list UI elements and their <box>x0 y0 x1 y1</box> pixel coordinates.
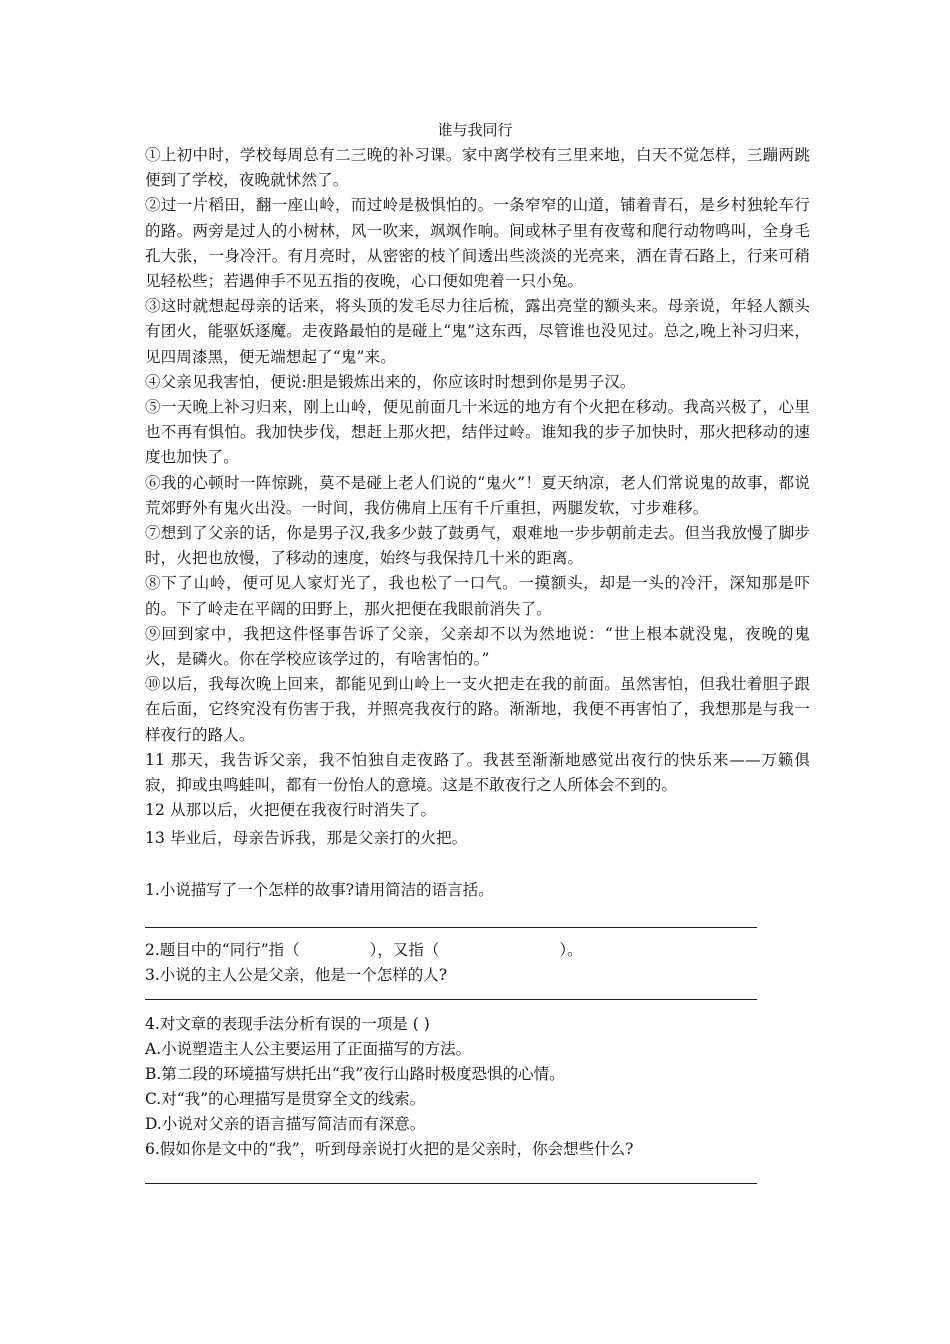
story-passage <box>145 143 810 852</box>
answer-line-6[interactable] <box>145 1183 757 1184</box>
paragraph-9: ⑨回到家中，我把这件怪事告诉了父亲，父亲却不以为然地说：“世上根本就没鬼，夜晚的鬼火，是磷火。你在学校应该学过的，有啥害怕的。” <box>145 624 810 669</box>
paragraph-7: ⑦想到了父亲的话，你是男子汉,我多少鼓了鼓勇气，艰难地一步步朝前走去。但当我放慢了脚步时，火把也放慢，了移动的速度，始终与我保持几十米的距离。 <box>145 524 810 568</box>
paragraph-6: ⑥我的心顿时一阵惊跳，莫不是碰上老人们说的“鬼火”！夏天纳凉，老人们常说鬼的故事，都说荒郊野外有鬼火出没。一时间，我仿佛肩上压有千斤重担，两腿发软，寸步难移。 <box>145 473 810 517</box>
paragraph-4: ④父亲见我害怕，便说:胆是锻炼出来的，你应该时时想到你是男子汉。 <box>145 372 636 391</box>
paragraph-11: 11 那天，我告诉父亲，我不怕独自走夜路了。我甚至渐渐地感觉出夜行的快乐来——万籁俱寂，抑或虫鸣蛙叫，都有一份怡人的意境。这是不敢夜行之人所体会不到的。 <box>145 750 810 795</box>
question-4: 4.对文章的表现手法分析有误的一项是 ( ) <box>145 1015 430 1033</box>
option-c: C.对“我”的心理描写是贯穿全文的线索。 <box>145 1090 426 1108</box>
paragraph-2: ②过一片稻田，翻一座山岭，而过岭是极惧怕的。一条窄窄的山道，铺着青石，是乡村独轮车行的路。两旁是过人的小树林，风一吹来，飒飒作响。间或林子里有夜莺和爬行动物鸣叫，全身毛孔大张，一身冷汗。有月亮时，从密密的枝丫间透出些淡淡的光亮来，洒在青石路上，行来可稍见轻松些；若遇伸手不见五指的夜晚，心口便如兜着一只小兔。 <box>145 196 810 291</box>
question-1: 1.小说描写了一个怎样的故事?请用简洁的语言括。 <box>145 881 494 899</box>
questions-section <box>145 878 810 1184</box>
answer-line-3[interactable] <box>145 999 757 1000</box>
document-title: 谁与我同行 <box>437 121 513 139</box>
option-a: A.小说塑造主人公主要运用了正面描写的方法。 <box>145 1040 472 1058</box>
paragraph-10: ⑩以后，我每次晚上回来，都能见到山岭上一支火把走在我的前面。虽然害怕，但我壮着胆子跟在后面，它终究没有伤害于我，并照亮我夜行的路。渐渐地，我便不再害怕了，我想那是与我一样夜行的路人。 <box>145 675 810 744</box>
question-3: 3.小说的主人公是父亲，他是一个怎样的人? <box>145 966 448 984</box>
paragraph-13: 13 毕业后，母亲告诉我，那是父亲打的火把。 <box>145 829 468 848</box>
question-2-part-c: ）。 <box>559 941 583 959</box>
question-2-part-b: ），又指（ <box>369 941 440 959</box>
answer-line-1[interactable] <box>145 927 757 928</box>
paragraph-8: ⑧下了山岭，便可见人家灯光了，我也松了一口气。一摸额头，却是一头的冷汗，深知那是吓的。下了岭走在平阔的田野上，那火把便在我眼前消失了。 <box>145 574 810 618</box>
paragraph-1: ①上初中时，学校每周总有二三晚的补习课。家中离学校有三里来地，白天不觉怎样，三蹦两跳便到了学校，夜晚就怵然了。 <box>145 146 810 190</box>
option-d: D.小说对父亲的语言描写简洁而有深意。 <box>145 1115 426 1133</box>
question-2 <box>145 938 810 963</box>
option-b: B.第二段的环境描写烘托出“我”夜行山路时极度恐惧的心情。 <box>145 1065 565 1083</box>
question-2-part-a: 2.题目中的“同行”指（ <box>145 941 300 959</box>
paragraph-5: ⑤一天晚上补习归来，刚上山岭，便见前面几十米远的地方有个火把在移动。我高兴极了，心里也不再有惧怕。我加快步伐，想赶上那火把，结伴过岭。谁知我的步子加快时，那火把移动的速度也加快了。 <box>145 398 810 467</box>
paragraph-3: ③这时就想起母亲的话来，将头顶的发毛尽力往后梳，露出亮堂的额头来。母亲说，年轻人额头有团火，能驱妖逐魔。走夜路最怕的是碰上“鬼”这东西，尽管谁也没见过。总之,晚上补习归来，见四周漆黑，便无端想起了“鬼”来。 <box>145 297 810 366</box>
question-6: 6.假如你是文中的“我”，听到母亲说打火把的是父亲时，你会想些什么? <box>145 1140 634 1158</box>
paragraph-12: 12 从那以后，火把便在我夜行时消失了。 <box>145 801 437 820</box>
